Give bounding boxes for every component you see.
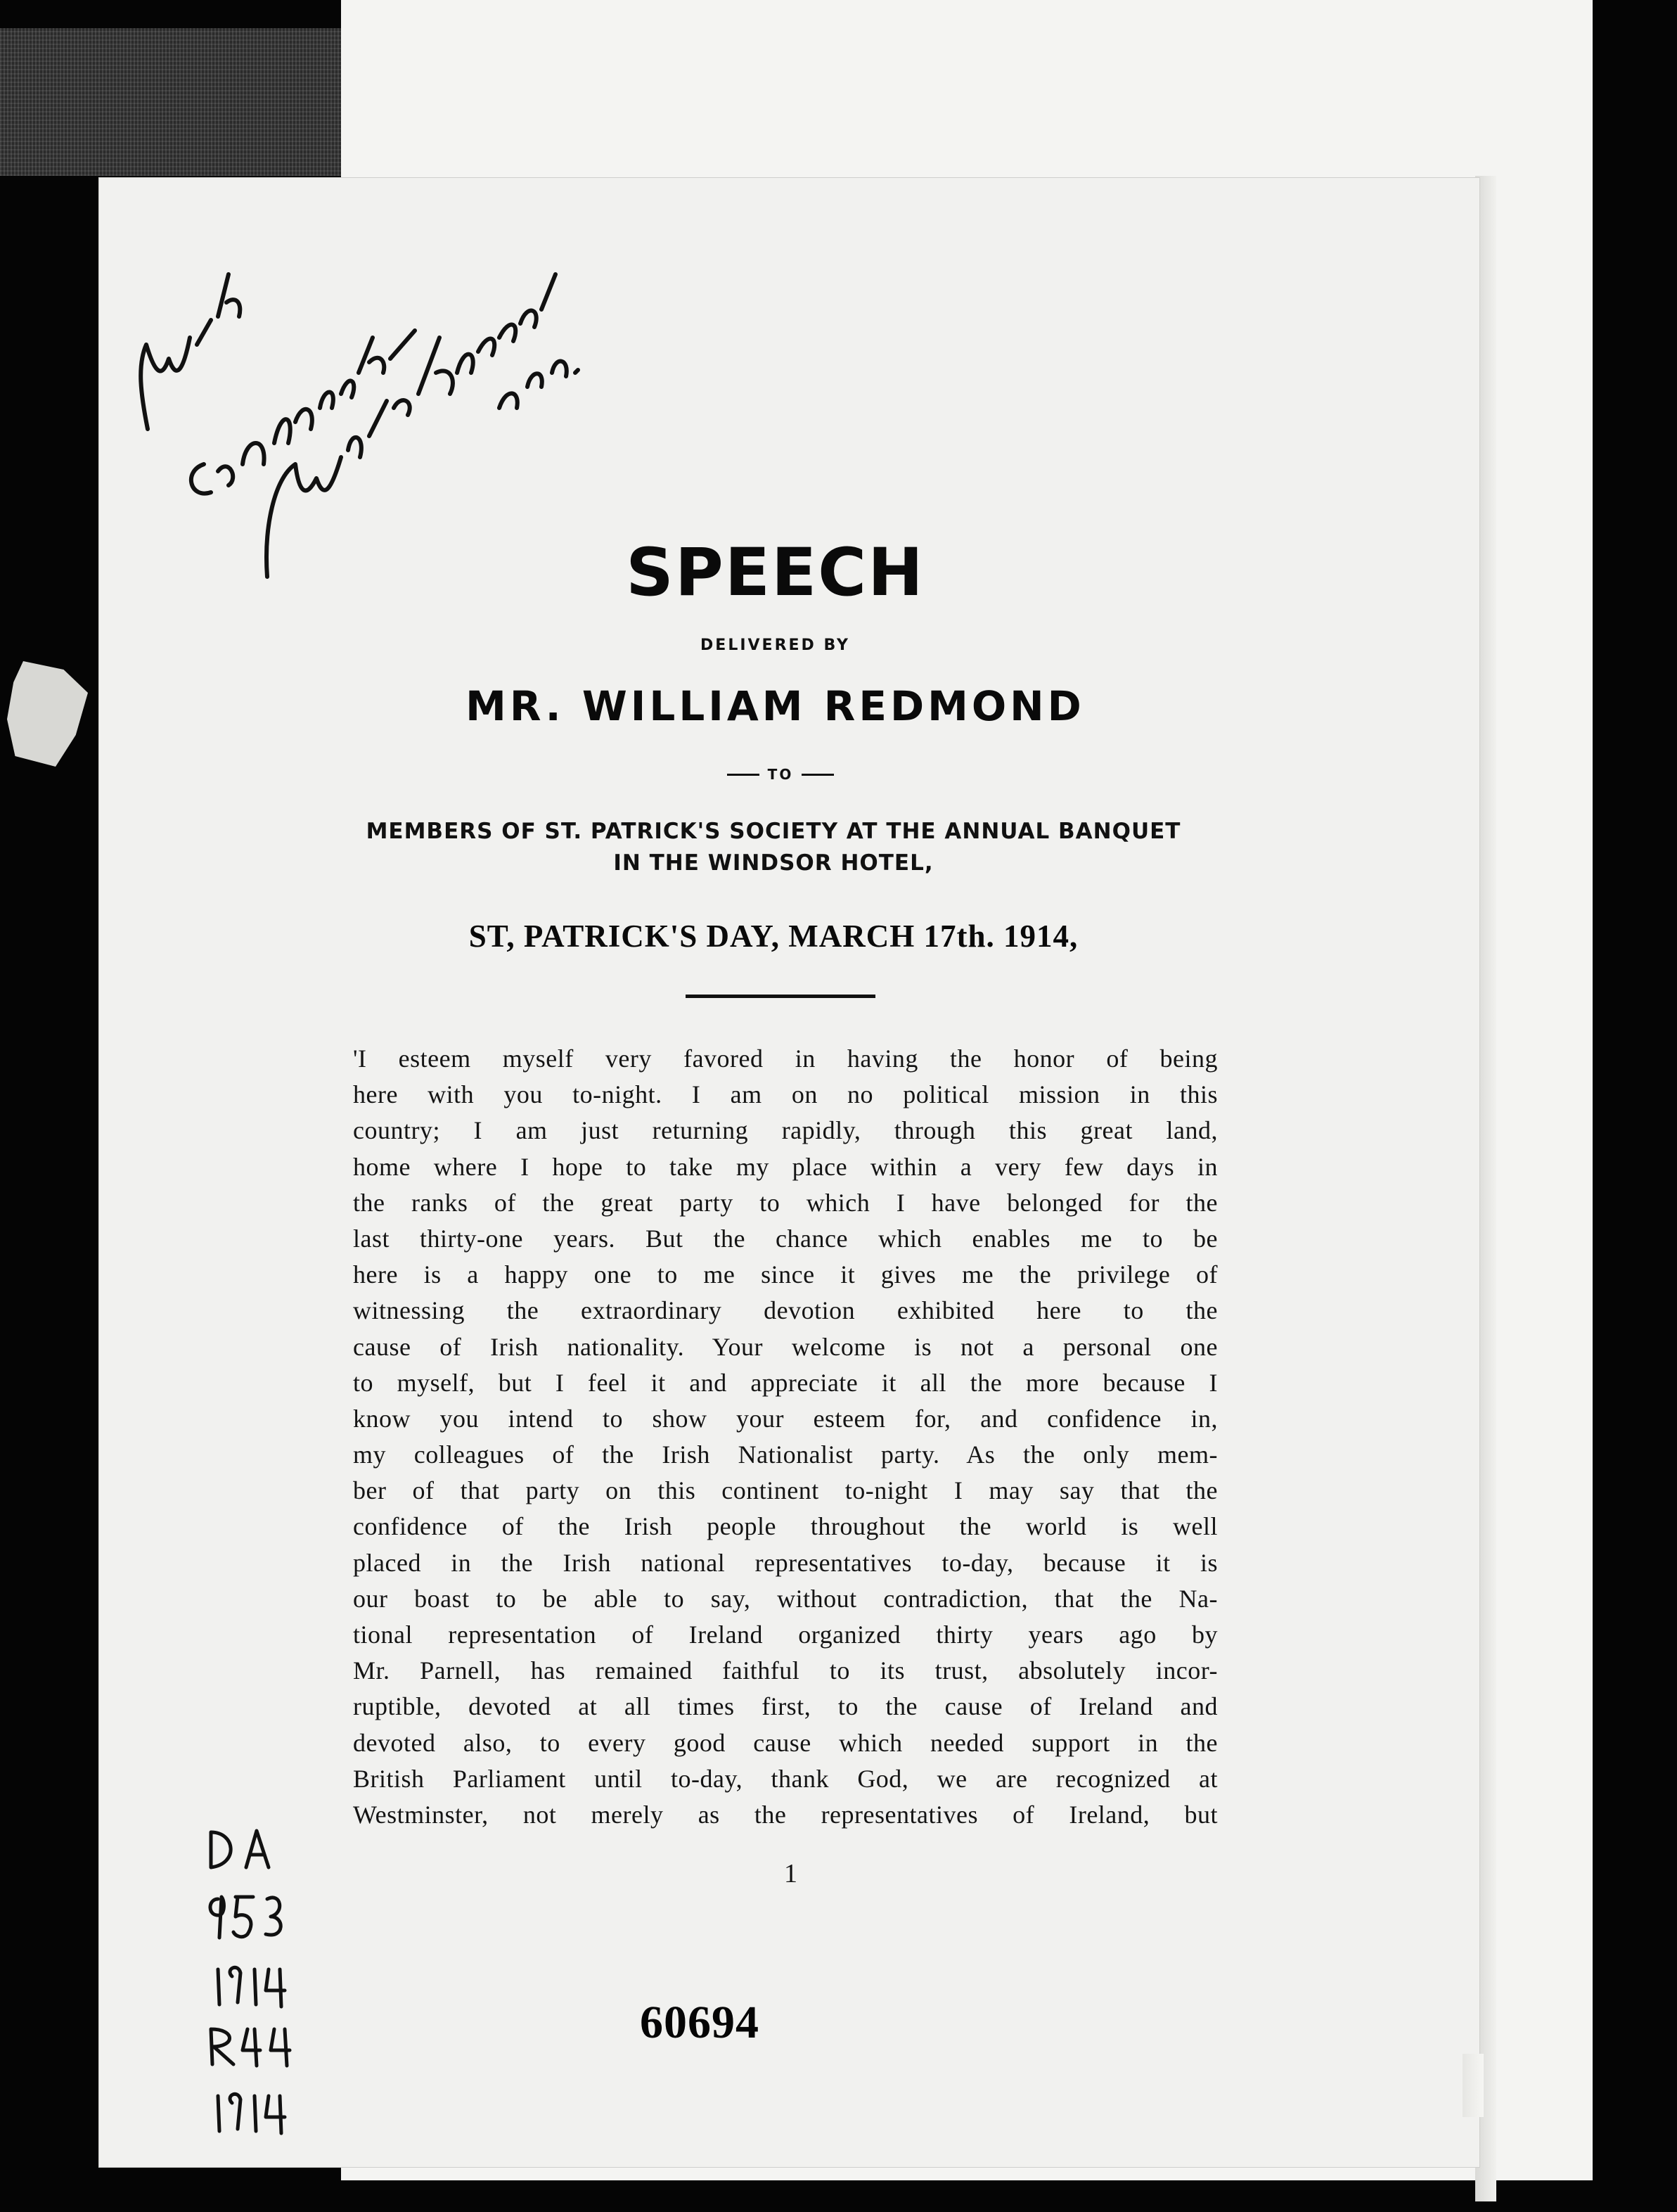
handwritten-call-number bbox=[204, 1818, 387, 2142]
body-line: 'I esteem myself very favored in having the honor of being bbox=[353, 1044, 1218, 1073]
body-line: the ranks of the great party to which I have belonged for the bbox=[353, 1188, 1218, 1217]
to-dash-left bbox=[727, 774, 759, 776]
body-line: here with you to-night. I am on no political mission in this bbox=[353, 1080, 1218, 1109]
body-line: witnessing the extraordinary devotion exhibited here to the bbox=[353, 1296, 1218, 1325]
page-fold bbox=[1463, 2054, 1484, 2117]
speech-body bbox=[353, 1041, 1218, 1833]
document-title: SPEECH bbox=[626, 535, 925, 611]
speaker-name: MR. WILLIAM REDMOND bbox=[465, 682, 1085, 730]
audience-line-1: MEMBERS OF ST. PATRICK'S SOCIETY AT THE ANNUAL BANQUET bbox=[366, 819, 1181, 844]
body-line: our boast to be able to say, without contradiction, that the Na- bbox=[353, 1584, 1218, 1613]
body-line: ruptible, devoted at all times first, to the cause of Ireland and bbox=[353, 1692, 1218, 1721]
body-line: my colleagues of the Irish Nationalist party. As the only mem- bbox=[353, 1440, 1218, 1469]
body-line: ber of that party on this continent to-night I may say that the bbox=[353, 1476, 1218, 1505]
body-line: home where I hope to take my place within a very few days in bbox=[353, 1152, 1218, 1181]
body-line: country; I am just returning rapidly, through this great land, bbox=[353, 1116, 1218, 1145]
horizontal-rule bbox=[686, 995, 875, 998]
delivered-by-label: DELIVERED BY bbox=[700, 637, 850, 654]
body-line: know you intend to show your esteem for, and confidence in, bbox=[353, 1404, 1218, 1433]
body-line: placed in the Irish national representatives to-day, because it is bbox=[353, 1548, 1218, 1577]
body-line: to myself, but I feel it and appreciate it all the more because I bbox=[353, 1368, 1218, 1397]
body-line: British Parliament until to-day, thank God, we are recognized at bbox=[353, 1764, 1218, 1793]
accession-number: 60694 bbox=[640, 1997, 759, 2048]
body-line: tional representation of Ireland organized thirty years ago by bbox=[353, 1620, 1218, 1649]
body-line: Westminster, not merely as the representatives of Ireland, but bbox=[353, 1800, 1218, 1829]
audience-block bbox=[211, 816, 1336, 879]
to-label: TO bbox=[767, 766, 794, 783]
body-line: here is a happy one to me since it gives me the privilege of bbox=[353, 1260, 1218, 1289]
date-line: ST, PATRICK'S DAY, MARCH 17th. 1914, bbox=[468, 919, 1079, 954]
to-dash-right bbox=[802, 774, 834, 776]
to-divider bbox=[717, 764, 844, 785]
cloth-binding-strip bbox=[0, 28, 341, 176]
body-line: confidence of the Irish people throughout the world is well bbox=[353, 1512, 1218, 1541]
body-line: Mr. Parnell, has remained faithful to its trust, absolutely incor- bbox=[353, 1656, 1218, 1685]
audience-line-2: IN THE WINDSOR HOTEL, bbox=[613, 850, 934, 876]
body-line: cause of Irish nationality. Your welcome is not a personal one bbox=[353, 1332, 1218, 1361]
page-number: 1 bbox=[784, 1859, 797, 1888]
body-line: devoted also, to every good cause which needed support in the bbox=[353, 1728, 1218, 1757]
body-line: last thirty-one years. But the chance which enables me to be bbox=[353, 1224, 1218, 1253]
